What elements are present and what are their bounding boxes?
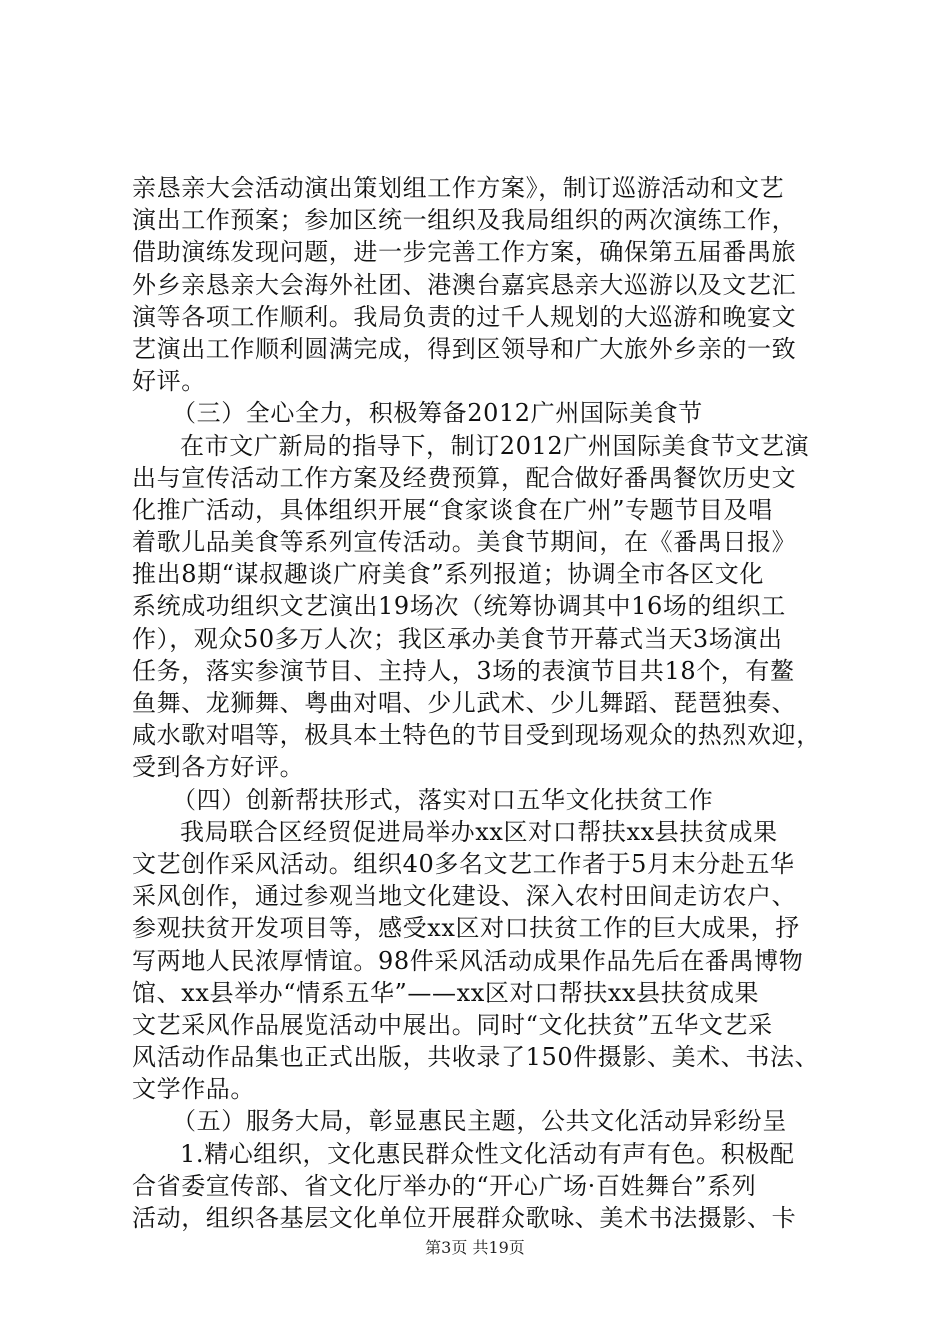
text-line: 任务，落实参演节目、主持人，3场的表演节目共18个，有鳌 xyxy=(132,656,795,685)
text-line: 文学作品。 xyxy=(132,1075,255,1104)
text-line: 作），观众50多万人次；我区承办美食节开幕式当天3场演出 xyxy=(132,624,783,653)
text-line: 馆、xx县举办“情系五华”——xx区对口帮扶xx县扶贫成果 xyxy=(132,978,760,1007)
text-line: 系统成功组织文艺演出19场次（统筹协调其中16场的组织工 xyxy=(132,592,786,621)
section-heading: （四）创新帮扶形式，落实对口五华文化扶贫工作 xyxy=(172,785,714,814)
text-line: 出与宣传活动工作方案及经费预算，配合做好番禺餐饮历史文 xyxy=(132,463,797,492)
text-line: 合省委宣传部、省文化厅举办的“开心广场·百姓舞台”系列 xyxy=(132,1171,757,1200)
text-line: 1.精心组织，文化惠民群众性文化活动有声有色。积极配 xyxy=(180,1139,795,1168)
section-heading: （五）服务大局，彰显惠民主题，公共文化活动异彩纷呈 xyxy=(172,1107,787,1136)
text-line: 受到各方好评。 xyxy=(132,753,305,782)
text-line: 我局联合区经贸促进局举办xx区对口帮扶xx县扶贫成果 xyxy=(180,817,778,846)
text-line: 艺演出工作顺利圆满完成，得到区领导和广大旅外乡亲的一致 xyxy=(132,334,797,363)
text-line: 好评。 xyxy=(132,367,206,396)
text-line: 采风创作，通过参观当地文化建设、深入农村田间走访农户、 xyxy=(132,882,797,911)
text-line: 着歌儿品美食等系列宣传活动。美食节期间，在《番禺日报》 xyxy=(132,528,797,557)
text-line: 化推广活动，具体组织开展“食家谈食在广州”专题节目及唱 xyxy=(132,495,773,524)
text-line: 鱼舞、龙狮舞、粤曲对唱、少儿武术、少儿舞蹈、琵琶独奏、 xyxy=(132,689,797,717)
text-line: 在市文广新局的指导下，制订2012广州国际美食节文艺演 xyxy=(180,431,810,460)
document-body xyxy=(132,172,832,1234)
text-line: 演等各项工作顺利。我局负责的过千人规划的大巡游和晚宴文 xyxy=(132,302,797,331)
text-line: 外乡亲恳亲大会海外社团、港澳台嘉宾恳亲大巡游以及文艺汇 xyxy=(132,270,797,299)
text-line: 活动，组织各基层文化单位开展群众歌咏、美术书法摄影、卡 xyxy=(132,1204,797,1232)
text-line: 咸水歌对唱等，极具本土特色的节目受到现场观众的热烈欢迎， xyxy=(132,721,821,750)
page-number-footer: 第3页 共19页 xyxy=(425,1238,525,1257)
text-line: 写两地人民浓厚情谊。98件采风活动成果作品先后在番禺博物 xyxy=(132,946,804,975)
text-line: 参观扶贫开发项目等，感受xx区对口扶贫工作的巨大成果，抒 xyxy=(132,914,800,943)
text-line: 演出工作预案；参加区统一组织及我局组织的两次演练工作， xyxy=(132,206,797,235)
section-heading: （三）全心全力，积极筹备2012广州国际美食节 xyxy=(172,399,703,428)
text-line: 推出8期“谋叔趣谈广府美食”系列报道；协调全市各区文化 xyxy=(132,560,765,589)
text-line: 借助演练发现问题，进一步完善工作方案，确保第五届番禺旅 xyxy=(132,238,797,267)
text-line: 文艺创作采风活动。组织40多名文艺工作者于5月末分赴五华 xyxy=(132,849,795,878)
text-line: 风活动作品集也正式出版，共收录了150件摄影、美术、书法、 xyxy=(132,1043,820,1072)
text-line: 文艺采风作品展览活动中展出。同时“文化扶贫”五华文艺采 xyxy=(132,1010,773,1039)
text-line: 亲恳亲大会活动演出策划组工作方案》，制订巡游活动和文艺 xyxy=(132,174,785,202)
